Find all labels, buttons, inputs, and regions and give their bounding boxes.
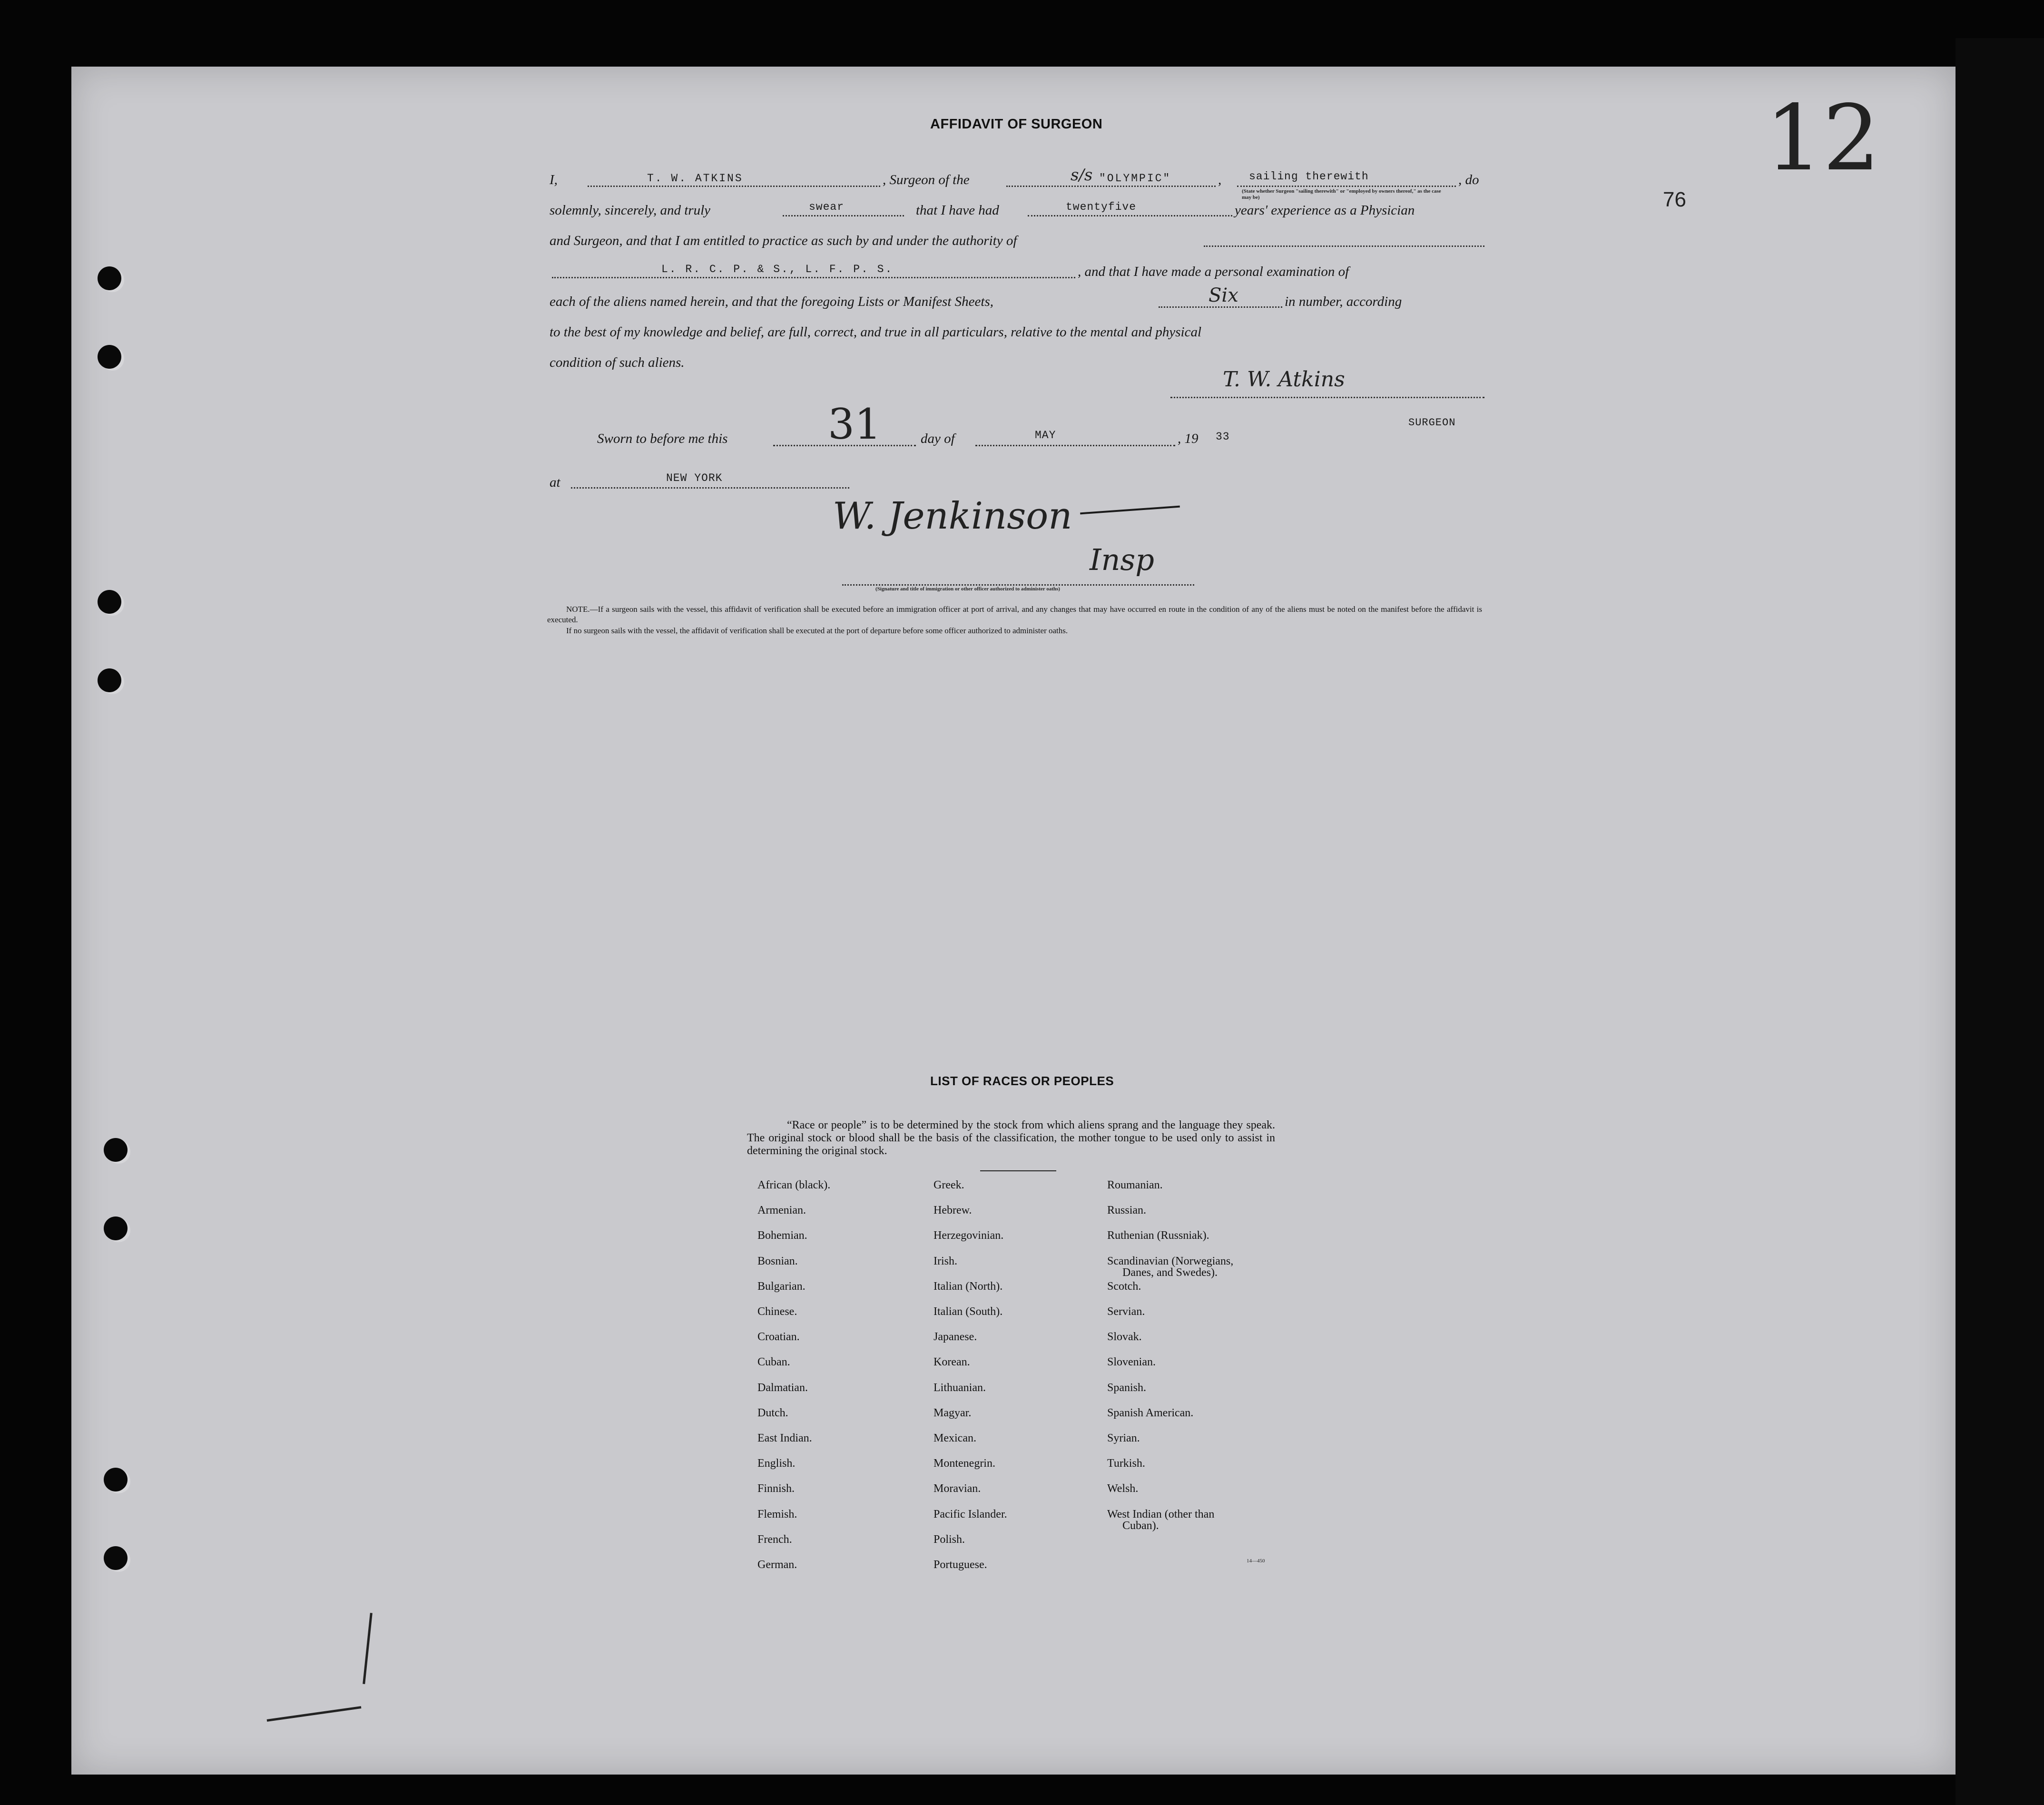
surgeon-signature: T. W. Atkins: [1223, 367, 1345, 392]
label-in-number: in number, according: [1285, 294, 1402, 309]
form-number: 14—450: [1247, 1558, 1265, 1564]
races-intro: “Race or people” is to be determined by the stock from which aliens sprang and the language they speak. The original stock or blood shall be the basis of the classification, the mother tongue to be used only to assist in determining the original stock.: [747, 1119, 1275, 1157]
race-item: Armenian.: [757, 1204, 806, 1217]
label-knowledge: to the best of my knowledge and belief, are full, correct, and true in all particulars, relative to the mental and physical: [550, 324, 1202, 340]
race-item: Dutch.: [757, 1406, 788, 1419]
rule: [1028, 215, 1232, 216]
race-item: Cuban).: [1122, 1519, 1159, 1532]
label-authority: and Surgeon, and that I am entitled to practice as such by and under the authority of: [550, 233, 1017, 248]
punch-hole: [104, 1546, 128, 1570]
years-value: twentyfive: [1066, 201, 1137, 213]
comma: ,: [1218, 172, 1222, 187]
race-item: Chinese.: [757, 1305, 797, 1318]
affidavit-title: AFFIDAVIT OF SURGEON: [930, 117, 1103, 132]
document-page: [71, 67, 1956, 1775]
race-item: Roumanian.: [1107, 1179, 1163, 1191]
punch-hole: [104, 1468, 128, 1491]
oath-type: swear: [809, 201, 845, 213]
race-item: Spanish.: [1107, 1381, 1147, 1394]
stamp-number: 76: [1663, 188, 1686, 211]
label-surgeon-of: , Surgeon of the: [883, 172, 970, 187]
label-year: , 19: [1178, 431, 1199, 446]
race-item: Ruthenian (Russniak).: [1107, 1229, 1209, 1242]
rule: [588, 186, 880, 187]
sworn-day: 31: [828, 400, 881, 449]
race-item: Dalmatian.: [757, 1381, 808, 1394]
race-item: Pacific Islander.: [934, 1508, 1007, 1521]
race-item: Servian.: [1107, 1305, 1145, 1318]
place-value: NEW YORK: [666, 472, 723, 484]
label-years: years' experience as a Physician: [1235, 203, 1415, 218]
race-item: Spanish American.: [1107, 1406, 1194, 1419]
race-item: West Indian (other than: [1107, 1508, 1215, 1521]
race-item: Mexican.: [934, 1432, 976, 1444]
vessel-prefix: s/s: [1071, 166, 1093, 185]
race-item: Slovenian.: [1107, 1356, 1156, 1369]
label-condition: condition of such aliens.: [550, 355, 685, 370]
film-edge: [1956, 38, 2044, 1805]
race-item: Turkish.: [1107, 1457, 1145, 1470]
page-number: 12: [1765, 86, 1880, 191]
sailing-status: sailing therewith: [1249, 170, 1369, 183]
race-item: Montenegrin.: [934, 1457, 995, 1470]
race-item: Italian (North).: [934, 1280, 1003, 1293]
rule: [1204, 245, 1484, 247]
race-item: French.: [757, 1533, 792, 1546]
officer-signature: W. Jenkinson: [833, 495, 1072, 538]
authority-value: L. R. C. P. & S., L. F. P. S.: [661, 263, 894, 275]
race-item: Welsh.: [1107, 1482, 1139, 1495]
punch-hole: [98, 668, 121, 692]
surgeon-label: SURGEON: [1408, 417, 1456, 429]
note-text: NOTE.—If a surgeon sails with the vessel, this affidavit of verification shall be executed before an immigration officer at port of arrival, and any changes that may have occurred en route in the condition of any of the aliens must be noted on the manifest before the affidavit is executed.: [547, 605, 1482, 624]
race-item: Greek.: [934, 1179, 964, 1191]
punch-hole: [98, 590, 121, 614]
label-day-of: day of: [921, 431, 955, 446]
race-item: Cuban.: [757, 1356, 790, 1369]
race-item: Korean.: [934, 1356, 970, 1369]
label-at: at: [550, 475, 560, 490]
race-item: African (black).: [757, 1179, 831, 1191]
race-item: Magyar.: [934, 1406, 972, 1419]
label-do: , do: [1458, 172, 1479, 187]
sworn-month: MAY: [1035, 429, 1056, 441]
officer-title-handwritten: Insp: [1090, 542, 1154, 577]
race-item: Portuguese.: [934, 1559, 987, 1571]
race-item: Bosnian.: [757, 1255, 798, 1267]
label-i: I,: [550, 172, 558, 187]
sworn-year: 33: [1216, 431, 1230, 443]
officer-caption: (Signature and title of immigration or other officer authorized to administer oaths): [875, 586, 1060, 592]
race-item: Finnish.: [757, 1482, 795, 1495]
race-item: Bulgarian.: [757, 1280, 806, 1293]
race-item: Hebrew.: [934, 1204, 972, 1217]
label-sworn: Sworn to before me this: [597, 431, 728, 446]
rule: [1159, 306, 1282, 308]
punch-hole: [104, 1216, 128, 1240]
race-item: Flemish.: [757, 1508, 797, 1521]
label-examination: , and that I have made a personal examination of: [1078, 264, 1349, 279]
race-item: Bohemian.: [757, 1229, 807, 1242]
punch-hole: [98, 345, 121, 369]
race-item: Syrian.: [1107, 1432, 1140, 1444]
race-item: Scandinavian (Norwegians,: [1107, 1255, 1234, 1267]
race-item: Russian.: [1107, 1204, 1147, 1217]
rule: [1237, 186, 1456, 187]
race-item: Polish.: [934, 1533, 965, 1546]
race-item: Italian (South).: [934, 1305, 1003, 1318]
race-item: Japanese.: [934, 1331, 977, 1344]
note-text-2: If no surgeon sails with the vessel, the affidavit of verification shall be executed at the port of departure before some officer authorized to administer oaths.: [566, 626, 1068, 635]
race-item: Scotch.: [1107, 1280, 1141, 1293]
race-item: East Indian.: [757, 1432, 812, 1444]
race-item: Danes, and Swedes).: [1122, 1266, 1218, 1279]
rule: [842, 584, 1194, 586]
punch-hole: [98, 266, 121, 290]
label-solemnly: solemnly, sincerely, and truly: [550, 203, 711, 218]
race-item: Herzegovinian.: [934, 1229, 1004, 1242]
race-item: Irish.: [934, 1255, 957, 1267]
surgeon-name: T. W. ATKINS: [647, 172, 743, 185]
label-had: that I have had: [916, 203, 999, 218]
rule: [552, 277, 1075, 278]
rule: [1170, 397, 1484, 398]
race-item: Lithuanian.: [934, 1381, 986, 1394]
race-item: Moravian.: [934, 1482, 981, 1495]
race-item: English.: [757, 1457, 796, 1470]
sailing-note: (State whether Surgeon "sailing therewith" or "employed by owners thereof," as the case may be): [1242, 188, 1441, 200]
punch-hole: [104, 1138, 128, 1162]
intro-rule: [980, 1170, 1056, 1171]
races-title: LIST OF RACES OR PEOPLES: [930, 1074, 1114, 1088]
rule: [975, 445, 1175, 446]
race-item: Slovak.: [1107, 1331, 1142, 1344]
rule: [571, 487, 849, 489]
race-item: Croatian.: [757, 1331, 800, 1344]
rule: [1006, 186, 1216, 187]
vessel-name: "OLYMPIC": [1099, 172, 1171, 185]
label-aliens: each of the aliens named herein, and that the foregoing Lists or Manifest Sheets,: [550, 294, 993, 309]
race-item: German.: [757, 1559, 797, 1571]
sheets-count: Six: [1209, 284, 1238, 306]
rule: [783, 215, 904, 216]
